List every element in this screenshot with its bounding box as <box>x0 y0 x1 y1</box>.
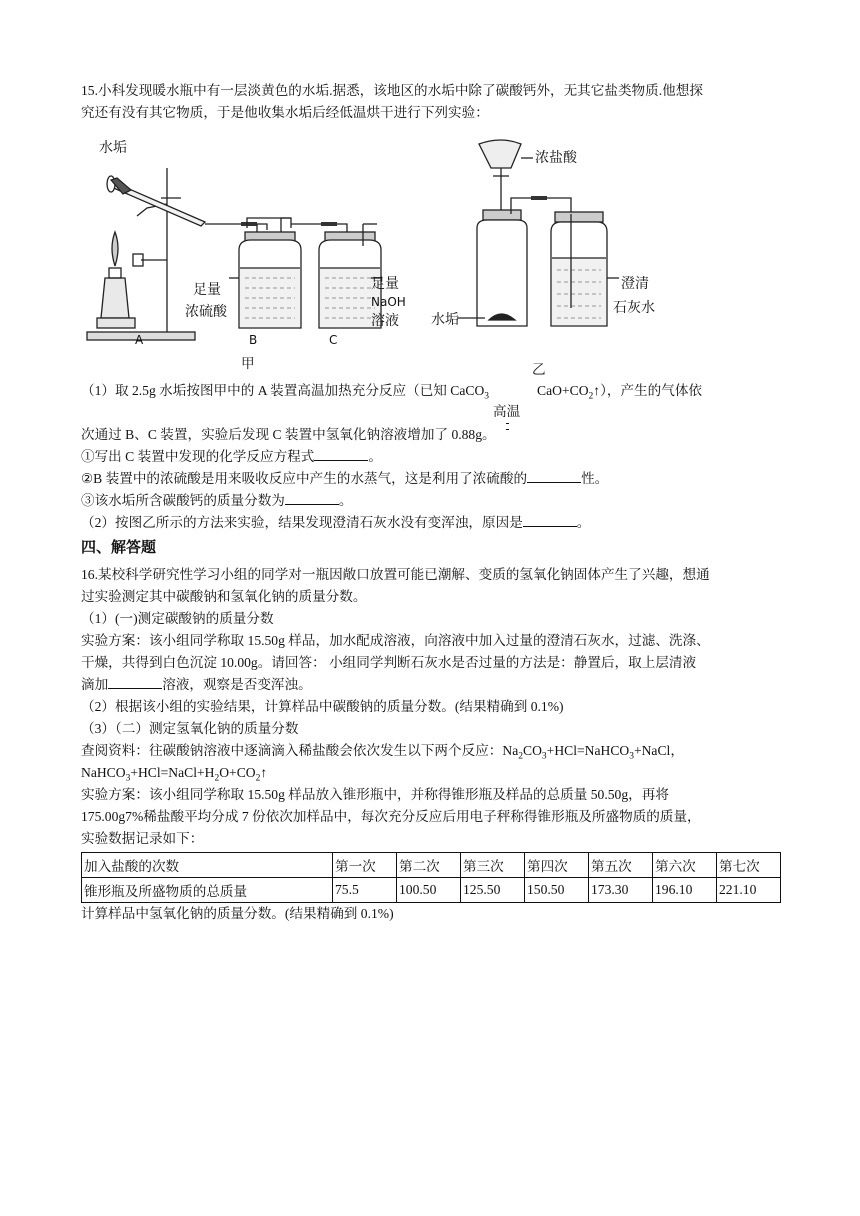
apparatus-figure <box>81 128 781 358</box>
answer-blank-1[interactable] <box>314 460 368 461</box>
label-nongliusuan: 浓硫酸 <box>185 304 227 320</box>
q15-part1-line1: （1）取 2.5g 水垢按图甲中的 A 装置高温加热充分反应（已知 CaCO$_3$ 高温 $CaO+CO_2↑$），产生的气体依 <box>81 380 781 424</box>
label-shuigou-bottom: 水垢 <box>431 312 459 328</box>
q16-plan2-line3: 实验数据记录如下： <box>81 831 204 846</box>
answer-blank-2[interactable] <box>527 482 581 483</box>
q16-plan2-line2: 175.00g7%稀盐酸平均分成 7 份依次加样品中，每次充分反应后用电子秤称得锥形瓶及所盛物质的质量， <box>81 809 701 824</box>
q15-question3: ③该水垢所含碳酸钙的质量分数为 。 <box>81 493 353 508</box>
q15-intro-line2: 究还有没有其它物质，于是他收集水垢后经低温烘干进行下列实验： <box>81 105 489 120</box>
figure-captions <box>81 358 781 380</box>
label-naoh: NaOH <box>371 295 406 309</box>
table-header-cell: 第二次 <box>397 853 461 878</box>
caco3-subscript: 3 <box>484 391 490 402</box>
label-a: A <box>135 333 144 347</box>
q16-plan2-line1: 实验方案：该小组同学称取 15.50g 样品放入锥形瓶中，并称得锥形瓶及样品的总质量 50.50g，再将 <box>81 787 669 802</box>
label-shuigou-top: 水垢 <box>99 140 127 156</box>
table-row-label: 锥形瓶及所盛物质的总质量 <box>82 878 333 903</box>
q16-part1: （1）(一)测定碳酸钠的质量分数 <box>81 611 274 626</box>
q15-question1: ①写出 C 装置中发现的化学反应方程式 。 <box>81 449 382 464</box>
q16-reference-line1: 查阅资料：往碳酸钠溶液中逐滴滴入稀盐酸会依次发生以下两个反应：$Na_2CO_3+HCl=NaHCO_3+NaCl$， <box>81 743 684 762</box>
table-header-cell: 第三次 <box>461 853 525 878</box>
q16-plan1-line1: 实验方案：该小组同学称取 15.50g 样品，加水配成溶液，向溶液中加入过量的澄清石灰水，过滤、洗涤、 <box>81 633 710 648</box>
apparatus-diagram <box>81 128 781 358</box>
q16-reference-line2: $NaHCO_3+HCl=NaCl+H_2O+CO_2↑$ <box>81 765 268 784</box>
data-table <box>81 852 781 903</box>
q16-part3: （3）（二）测定氢氧化钠的质量分数 <box>81 721 299 736</box>
table-cell: 150.50 <box>525 878 589 903</box>
label-b: B <box>249 333 258 347</box>
q16-intro-line2: 过实验测定其中碳酸钠和氢氧化钠的质量分数。 <box>81 589 367 604</box>
table-cell: 221.10 <box>717 878 781 903</box>
table-cell: 100.50 <box>397 878 461 903</box>
label-nongyansuan: 浓盐酸 <box>535 150 577 166</box>
table-header-cell: 第六次 <box>653 853 717 878</box>
table-cell: 75.5 <box>333 878 397 903</box>
table-header-row <box>82 853 781 878</box>
table-header-cell: 第七次 <box>717 853 781 878</box>
table-row <box>82 878 781 903</box>
q16-intro-line1: 16.某校科学研究性学习小组的同学对一瓶因敞口放置可能已潮解、变质的氢氧化钠固体产生了兴趣，想通 <box>81 567 710 582</box>
equation-condition: 高温 <box>489 381 537 395</box>
table-header-cell: 第四次 <box>525 853 589 878</box>
table-cell: 173.30 <box>589 878 653 903</box>
q15-intro-line1: 15.小科发现暖水瓶中有一层淡黄色的水垢.据悉，该地区的水垢中除了碳酸钙外，无其它盐类物质.他想探 <box>81 83 703 98</box>
table-header-cell: 第五次 <box>589 853 653 878</box>
answer-blank-3[interactable] <box>285 504 339 505</box>
q16-part2: （2）根据该小组的实验结果，计算样品中碳酸钠的质量分数。(结果精确到 0.1%) <box>81 699 564 714</box>
q15-part1-line2: 次通过 B、C 装置，实验后发现 C 装置中氢氧化钠溶液增加了 0.88g。 <box>81 427 496 442</box>
answer-blank-4[interactable] <box>523 526 577 527</box>
q16-plan1-line3: 滴加 溶液，观察是否变浑浊。 <box>81 677 312 692</box>
q15-part2: （2）按图乙所示的方法来实验，结果发现澄清石灰水没有变浑浊，原因是 。 <box>81 515 591 530</box>
exam-page <box>81 80 781 925</box>
label-zuliang-b: 足量 <box>193 282 221 298</box>
label-c: C <box>329 333 338 347</box>
table-cell: 196.10 <box>653 878 717 903</box>
label-shihuishui: 石灰水 <box>613 300 655 316</box>
q15-question2: ②B 装置中的浓硫酸是用来吸收反应中产生的水蒸气，这是利用了浓硫酸的 性。 <box>81 471 609 486</box>
label-zuliang-c: 足量 <box>371 276 399 292</box>
q16-final-question: 计算样品中氢氧化钠的质量分数。(结果精确到 0.1%) <box>81 906 394 921</box>
table-header-label: 加入盐酸的次数 <box>82 853 333 878</box>
table-header-cell: 第一次 <box>333 853 397 878</box>
section-title: 四、解答题 <box>81 538 157 556</box>
label-rongye: 溶液 <box>371 313 399 329</box>
q16-plan1-line2: 干燥，共得到白色沉淀 10.00g。请回答： 小组同学判断石灰水是否过量的方法是：静置后，取上层清液 <box>81 655 697 670</box>
answer-blank-5[interactable] <box>108 688 162 689</box>
caption-jia: 甲 <box>241 356 255 371</box>
table-cell: 125.50 <box>461 878 525 903</box>
label-chengqing: 澄清 <box>621 276 649 292</box>
caption-yi: 乙 <box>532 362 546 377</box>
